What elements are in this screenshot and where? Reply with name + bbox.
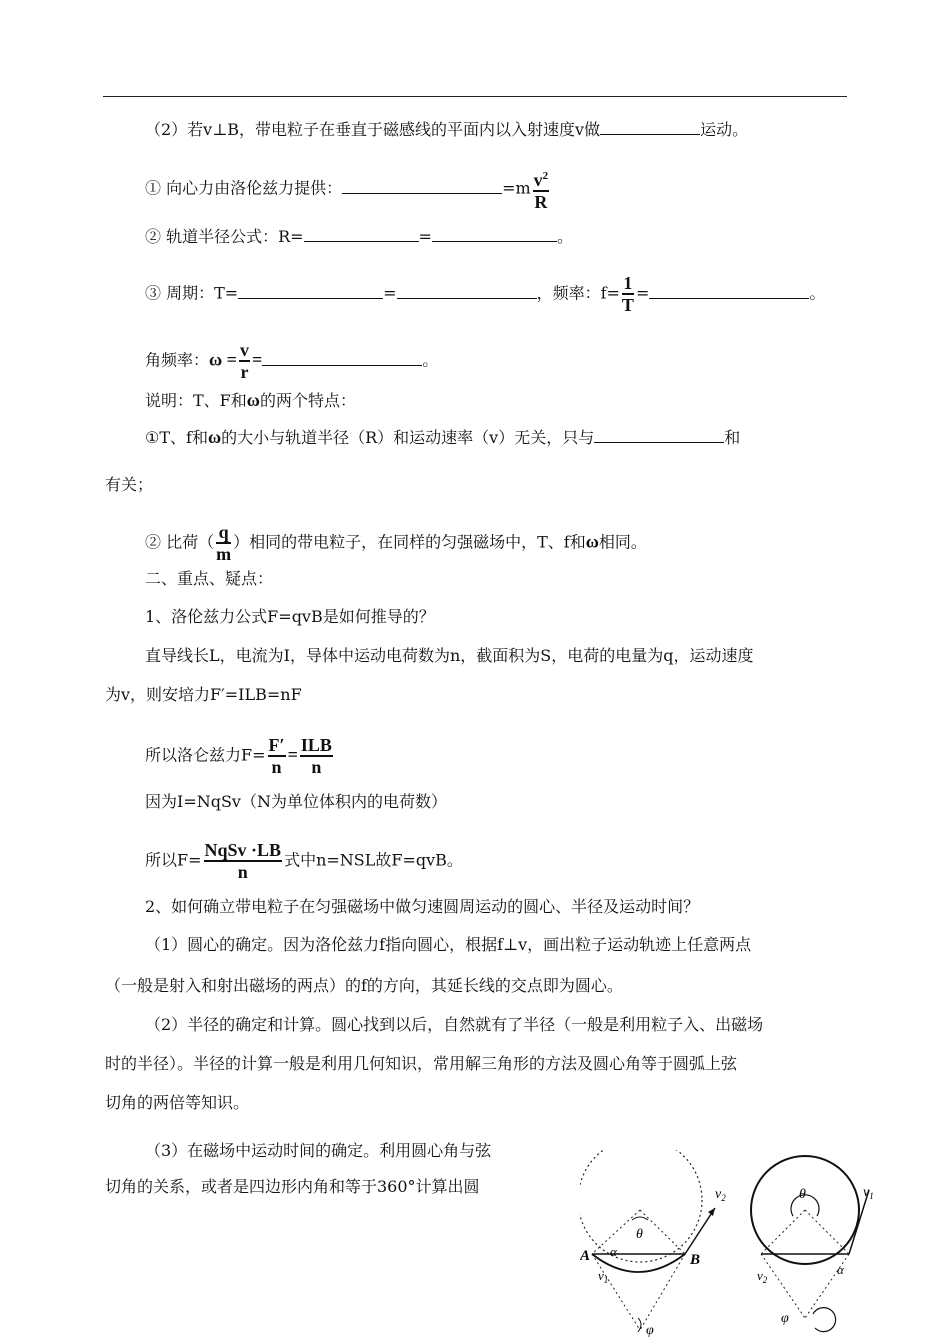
section-heading-key-points: 二、重点、疑点： bbox=[145, 569, 274, 588]
label-v2: $v_2$ bbox=[715, 1187, 726, 1203]
para-period-frequency: ③ 周期：T= = ，频率：f= $\frac{1}{T}$ = 。 bbox=[145, 273, 826, 315]
tangent-line-b bbox=[640, 1254, 685, 1330]
label-theta: θ bbox=[799, 1187, 806, 1202]
radius-line-b bbox=[805, 1210, 849, 1254]
para-time-2: 切角的关系，或者是四边形内角和等于360°计算出圆 bbox=[105, 1177, 480, 1196]
fraction-NqSvLB-over-n: $\frac{\text{NqSv ·LB}}{n}$ bbox=[204, 840, 282, 882]
label-v2: $v_2$ bbox=[757, 1268, 768, 1285]
para-center-1: （1）圆心的确定。因为洛伦兹力f指向圆心，根据f⊥v，画出粒子运动轨迹上任意两点 bbox=[145, 935, 752, 954]
fraction-F-prime-over-n: $\frac{F'}{n}$ bbox=[268, 735, 285, 777]
header-rule bbox=[103, 96, 847, 97]
radius-line-a bbox=[761, 1210, 805, 1254]
para-lorentz-formula: 所以洛仑兹力F= $\frac{F'}{n}$ = $\frac{\text{ILB}}{n}$ bbox=[145, 735, 332, 777]
label-v1: $v_1$ bbox=[598, 1268, 609, 1285]
figure-trajectory-1 bbox=[580, 1150, 750, 1340]
para-angular-frequency: 角频率：ω = $\frac{v}{r}$ = 。 bbox=[145, 340, 439, 382]
dotted-circle bbox=[580, 1150, 702, 1262]
para-centripetal-force: ① 向心力由洛伦兹力提供： =m $\frac{v^2}{R}$ bbox=[145, 166, 551, 212]
para-time-1: （3）在磁场中运动时间的确定。利用圆心角与弦 bbox=[145, 1141, 492, 1160]
label-phi: φ bbox=[781, 1311, 789, 1326]
label-A: A bbox=[580, 1248, 591, 1264]
fill-blank[interactable] bbox=[649, 282, 809, 299]
fill-blank[interactable] bbox=[262, 349, 422, 366]
para-radius-formula: ② 轨道半径公式：R= = 。 bbox=[145, 227, 573, 246]
para-feature-1: ①T、f和ω的大小与轨道半径（R）和运动速率（v）无关，只与 和 bbox=[145, 427, 741, 447]
label-v1: $v_1$ bbox=[863, 1185, 874, 1201]
label-theta: θ bbox=[636, 1227, 643, 1242]
question-2: 2、如何确立带电粒子在匀强磁场中做匀速圆周运动的圆心、半径及运动时间？ bbox=[145, 897, 700, 916]
figure-trajectory-2 bbox=[745, 1150, 885, 1340]
fraction-v-over-r: $\frac{v}{r}$ bbox=[239, 340, 249, 382]
phi-arc bbox=[638, 1318, 641, 1332]
label-alpha: α bbox=[610, 1244, 617, 1259]
radius-line-b bbox=[640, 1210, 685, 1254]
fill-blank[interactable] bbox=[594, 426, 724, 443]
fraction-ILB-over-n: $\frac{\text{ILB}}{n}$ bbox=[300, 735, 332, 777]
theta-arc bbox=[632, 1217, 648, 1220]
fill-blank[interactable] bbox=[304, 225, 419, 242]
para-derivation-2: 为v，则安培力F′=ILB=nF bbox=[105, 685, 302, 704]
para-derivation-1: 直导线长L，电流为I，导体中运动电荷数为n，截面积为S，电荷的电量为q，运动速度 bbox=[145, 646, 754, 665]
fraction-1-over-T: $\frac{1}{T}$ bbox=[621, 273, 634, 315]
question-1: 1、洛伦兹力公式F=qvB是如何推导的？ bbox=[145, 607, 435, 626]
fraction-q-over-m: $\frac{q}{m}$ bbox=[216, 522, 232, 564]
para-radius-3: 切角的两倍等知识。 bbox=[105, 1093, 250, 1112]
para-final-formula: 所以F= $\frac{\text{NqSv ·LB}}{n}$ 式中n=NSL故F=qvB。 bbox=[145, 840, 463, 882]
fill-blank[interactable] bbox=[432, 225, 557, 242]
fill-blank[interactable] bbox=[600, 118, 700, 135]
para-feature-2: ② 比荷（ $\frac{q}{m}$ ）相同的带电粒子，在同样的匀强磁场中，T、f和ω相同。 bbox=[145, 522, 647, 564]
para-center-2: （一般是射入和射出磁场的两点）的f的方向，其延长线的交点即为圆心。 bbox=[105, 976, 623, 995]
fill-blank[interactable] bbox=[238, 282, 383, 299]
para-feature-1-cont: 有关； bbox=[105, 475, 154, 494]
tangent-line-a bbox=[592, 1254, 640, 1330]
para-perpendicular-motion: （2）若v⊥B，带电粒子在垂直于磁感线的平面内以入射速度v做 运动。 bbox=[145, 120, 749, 139]
label-phi: φ bbox=[646, 1323, 654, 1338]
label-B: B bbox=[690, 1252, 701, 1268]
phi-arc bbox=[813, 1308, 836, 1332]
trajectory-arc bbox=[592, 1254, 685, 1272]
fraction-v2-over-R: $\frac{v^2}{R}$ bbox=[533, 166, 550, 212]
arrowhead bbox=[708, 1208, 715, 1216]
para-radius-2: 时的半径）。半径的计算一般是利用几何知识，常用解三角形的方法及圆心角等于圆弧上弦 bbox=[105, 1054, 738, 1073]
label-alpha: α bbox=[837, 1262, 844, 1277]
para-explanation: 说明：T、F和ω的两个特点： bbox=[145, 390, 356, 410]
fill-blank[interactable] bbox=[342, 177, 502, 194]
para-current-definition: 因为I=NqSv（N为单位体积内的电荷数） bbox=[145, 792, 447, 811]
para-radius-1: （2）半径的确定和计算。圆心找到以后，自然就有了半径（一般是利用粒子入、出磁场 bbox=[145, 1015, 764, 1034]
fill-blank[interactable] bbox=[397, 282, 537, 299]
